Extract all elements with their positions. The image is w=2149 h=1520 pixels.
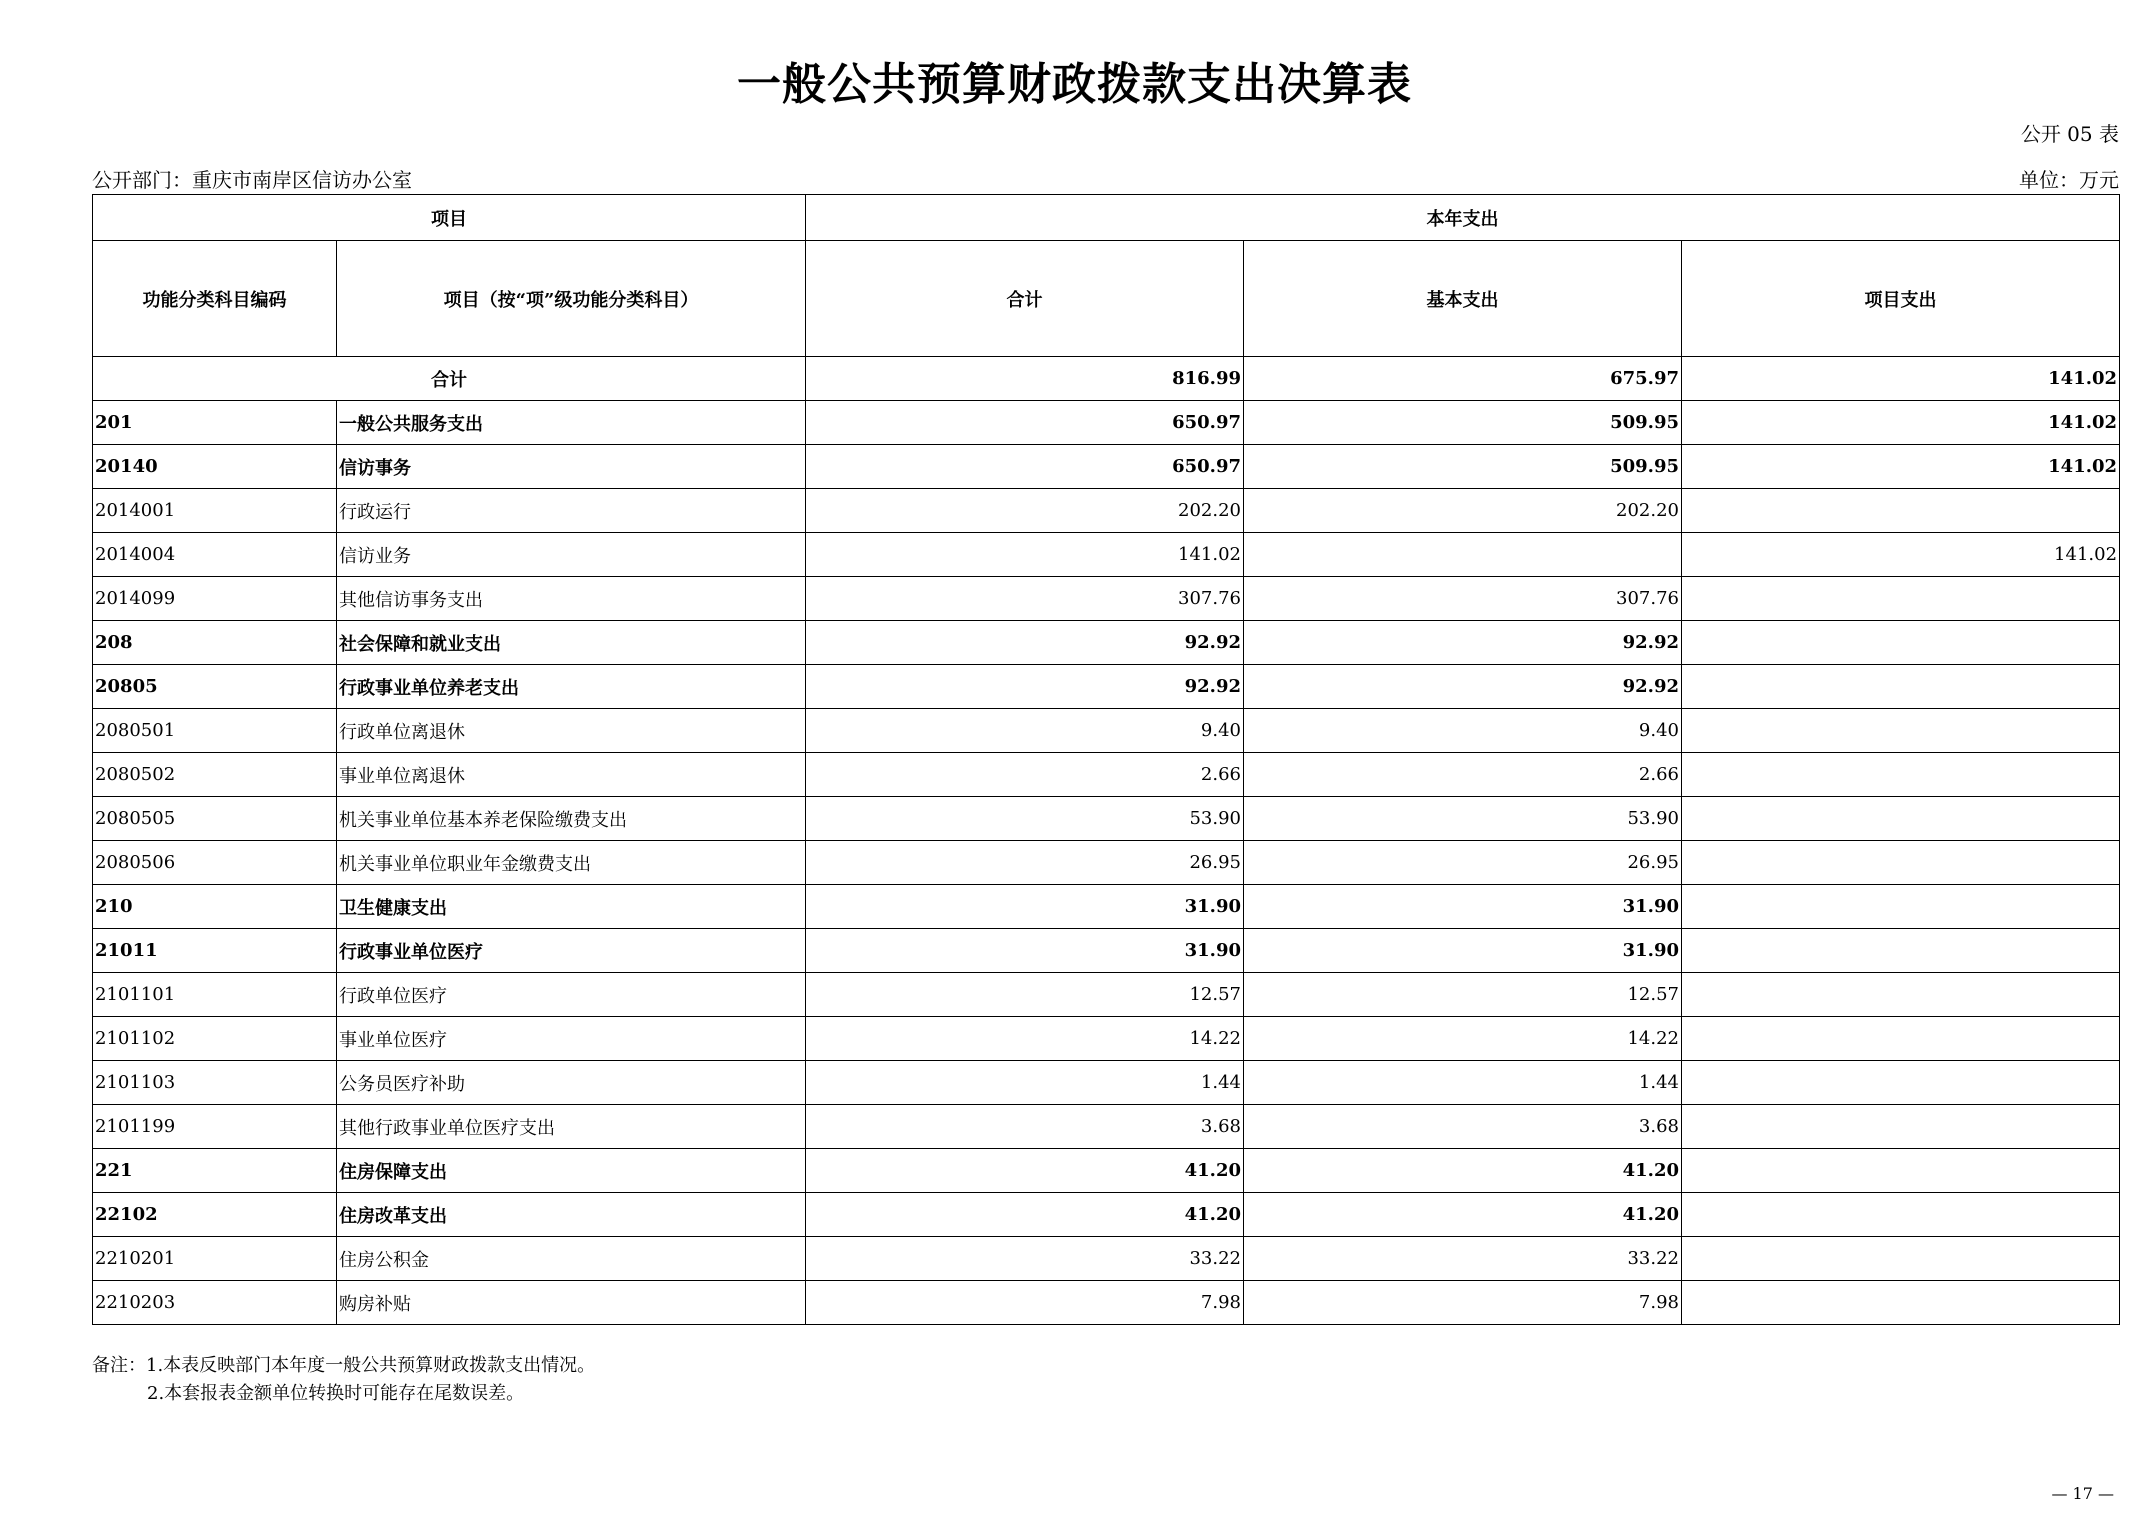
row-total: 650.97 <box>806 445 1244 489</box>
row-project <box>1682 1237 2120 1281</box>
table-row <box>93 709 2120 753</box>
row-total: 3.68 <box>806 1105 1244 1149</box>
table-row <box>93 753 2120 797</box>
row-basic: 41.20 <box>1244 1149 1682 1193</box>
row-code: 2014001 <box>93 489 337 533</box>
unit-label: 单位：万元 <box>2019 168 2119 192</box>
table-row <box>93 577 2120 621</box>
row-total: 92.92 <box>806 665 1244 709</box>
row-project <box>1682 489 2120 533</box>
row-project <box>1682 797 2120 841</box>
row-code: 208 <box>93 621 337 665</box>
table-row <box>93 401 2120 445</box>
row-total: 9.40 <box>806 709 1244 753</box>
row-basic: 509.95 <box>1244 401 1682 445</box>
header-item: 项目 <box>93 195 806 241</box>
table-row <box>93 973 2120 1017</box>
header-item-detail: 项目（按“项”级功能分类科目） <box>337 241 806 357</box>
row-name: 行政事业单位养老支出 <box>337 665 806 709</box>
row-project <box>1682 1105 2120 1149</box>
row-total: 12.57 <box>806 973 1244 1017</box>
row-code: 2210203 <box>93 1281 337 1325</box>
row-project <box>1682 1149 2120 1193</box>
row-total: 307.76 <box>806 577 1244 621</box>
row-code: 2101102 <box>93 1017 337 1061</box>
row-project <box>1682 753 2120 797</box>
row-basic: 14.22 <box>1244 1017 1682 1061</box>
expenditure-table <box>92 194 2120 1325</box>
row-project <box>1682 665 2120 709</box>
row-basic: 509.95 <box>1244 445 1682 489</box>
row-code: 2101103 <box>93 1061 337 1105</box>
row-name: 信访业务 <box>337 533 806 577</box>
table-row <box>93 533 2120 577</box>
row-name: 事业单位医疗 <box>337 1017 806 1061</box>
row-code: 2080506 <box>93 841 337 885</box>
row-total: 41.20 <box>806 1193 1244 1237</box>
row-total: 141.02 <box>806 533 1244 577</box>
total-row-total: 816.99 <box>806 357 1244 401</box>
row-total: 26.95 <box>806 841 1244 885</box>
row-code: 20805 <box>93 665 337 709</box>
row-name: 其他信访事务支出 <box>337 577 806 621</box>
row-project <box>1682 1061 2120 1105</box>
total-row <box>93 357 2120 401</box>
row-basic: 12.57 <box>1244 973 1682 1017</box>
table-row <box>93 1105 2120 1149</box>
row-project <box>1682 973 2120 1017</box>
note-2: 2.本套报表金额单位转换时可能存在尾数误差。 <box>147 1383 525 1404</box>
row-name: 事业单位离退休 <box>337 753 806 797</box>
row-basic <box>1244 533 1682 577</box>
row-basic: 3.68 <box>1244 1105 1682 1149</box>
row-total: 7.98 <box>806 1281 1244 1325</box>
row-name: 社会保障和就业支出 <box>337 621 806 665</box>
table-row <box>93 1149 2120 1193</box>
row-basic: 92.92 <box>1244 621 1682 665</box>
row-basic: 41.20 <box>1244 1193 1682 1237</box>
row-total: 650.97 <box>806 401 1244 445</box>
header-code: 功能分类科目编码 <box>93 241 337 357</box>
row-code: 201 <box>93 401 337 445</box>
table-row <box>93 489 2120 533</box>
row-project <box>1682 885 2120 929</box>
page-number: — 17 — <box>2051 1484 2114 1503</box>
table-row <box>93 1017 2120 1061</box>
row-code: 2080505 <box>93 797 337 841</box>
row-name: 其他行政事业单位医疗支出 <box>337 1105 806 1149</box>
row-project: 141.02 <box>1682 445 2120 489</box>
department-label: 公开部门：重庆市南岸区信访办公室 <box>92 168 412 192</box>
notes <box>92 1352 595 1408</box>
note-1: 备注：1.本表反映部门本年度一般公共预算财政拨款支出情况。 <box>92 1355 596 1376</box>
row-project <box>1682 1281 2120 1325</box>
table-row <box>93 445 2120 489</box>
row-total: 41.20 <box>806 1149 1244 1193</box>
total-row-label: 合计 <box>93 357 806 401</box>
row-name: 住房公积金 <box>337 1237 806 1281</box>
header-project: 项目支出 <box>1682 241 2120 357</box>
row-total: 53.90 <box>806 797 1244 841</box>
table-row <box>93 929 2120 973</box>
row-project: 141.02 <box>1682 401 2120 445</box>
row-code: 210 <box>93 885 337 929</box>
header-current-year: 本年支出 <box>806 195 2120 241</box>
row-basic: 31.90 <box>1244 929 1682 973</box>
row-basic: 92.92 <box>1244 665 1682 709</box>
table-row <box>93 885 2120 929</box>
row-project <box>1682 1017 2120 1061</box>
total-row-basic: 675.97 <box>1244 357 1682 401</box>
row-project <box>1682 841 2120 885</box>
row-project <box>1682 929 2120 973</box>
row-code: 21011 <box>93 929 337 973</box>
header-basic: 基本支出 <box>1244 241 1682 357</box>
row-code: 2014099 <box>93 577 337 621</box>
row-total: 31.90 <box>806 885 1244 929</box>
row-code: 2101101 <box>93 973 337 1017</box>
row-basic: 9.40 <box>1244 709 1682 753</box>
row-basic: 307.76 <box>1244 577 1682 621</box>
form-number: 公开 05 表 <box>2020 122 2119 146</box>
row-total: 202.20 <box>806 489 1244 533</box>
row-project: 141.02 <box>1682 533 2120 577</box>
table-row <box>93 797 2120 841</box>
row-code: 22102 <box>93 1193 337 1237</box>
row-basic: 7.98 <box>1244 1281 1682 1325</box>
table-row <box>93 1281 2120 1325</box>
row-code: 2101199 <box>93 1105 337 1149</box>
row-name: 住房改革支出 <box>337 1193 806 1237</box>
table-row <box>93 1193 2120 1237</box>
row-total: 1.44 <box>806 1061 1244 1105</box>
row-project <box>1682 1193 2120 1237</box>
table-row <box>93 841 2120 885</box>
row-name: 行政单位离退休 <box>337 709 806 753</box>
row-code: 2014004 <box>93 533 337 577</box>
row-total: 92.92 <box>806 621 1244 665</box>
page-title: 一般公共预算财政拨款支出决算表 <box>737 59 1412 110</box>
row-basic: 31.90 <box>1244 885 1682 929</box>
row-name: 机关事业单位职业年金缴费支出 <box>337 841 806 885</box>
row-name: 住房保障支出 <box>337 1149 806 1193</box>
row-basic: 202.20 <box>1244 489 1682 533</box>
row-name: 卫生健康支出 <box>337 885 806 929</box>
row-code: 221 <box>93 1149 337 1193</box>
row-name: 信访事务 <box>337 445 806 489</box>
row-code: 2080501 <box>93 709 337 753</box>
row-total: 31.90 <box>806 929 1244 973</box>
row-name: 行政事业单位医疗 <box>337 929 806 973</box>
table-row <box>93 621 2120 665</box>
row-name: 购房补贴 <box>337 1281 806 1325</box>
header-total: 合计 <box>806 241 1244 357</box>
row-code: 2080502 <box>93 753 337 797</box>
row-project <box>1682 577 2120 621</box>
row-total: 2.66 <box>806 753 1244 797</box>
row-name: 一般公共服务支出 <box>337 401 806 445</box>
row-basic: 53.90 <box>1244 797 1682 841</box>
row-total: 33.22 <box>806 1237 1244 1281</box>
row-code: 20140 <box>93 445 337 489</box>
table-row <box>93 1237 2120 1281</box>
table-row <box>93 1061 2120 1105</box>
row-basic: 2.66 <box>1244 753 1682 797</box>
row-project <box>1682 709 2120 753</box>
row-name: 机关事业单位基本养老保险缴费支出 <box>337 797 806 841</box>
table-row <box>93 665 2120 709</box>
total-row-project: 141.02 <box>1682 357 2120 401</box>
row-basic: 1.44 <box>1244 1061 1682 1105</box>
row-name: 行政单位医疗 <box>337 973 806 1017</box>
row-total: 14.22 <box>806 1017 1244 1061</box>
row-name: 行政运行 <box>337 489 806 533</box>
row-name: 公务员医疗补助 <box>337 1061 806 1105</box>
row-basic: 33.22 <box>1244 1237 1682 1281</box>
row-code: 2210201 <box>93 1237 337 1281</box>
row-basic: 26.95 <box>1244 841 1682 885</box>
row-project <box>1682 621 2120 665</box>
